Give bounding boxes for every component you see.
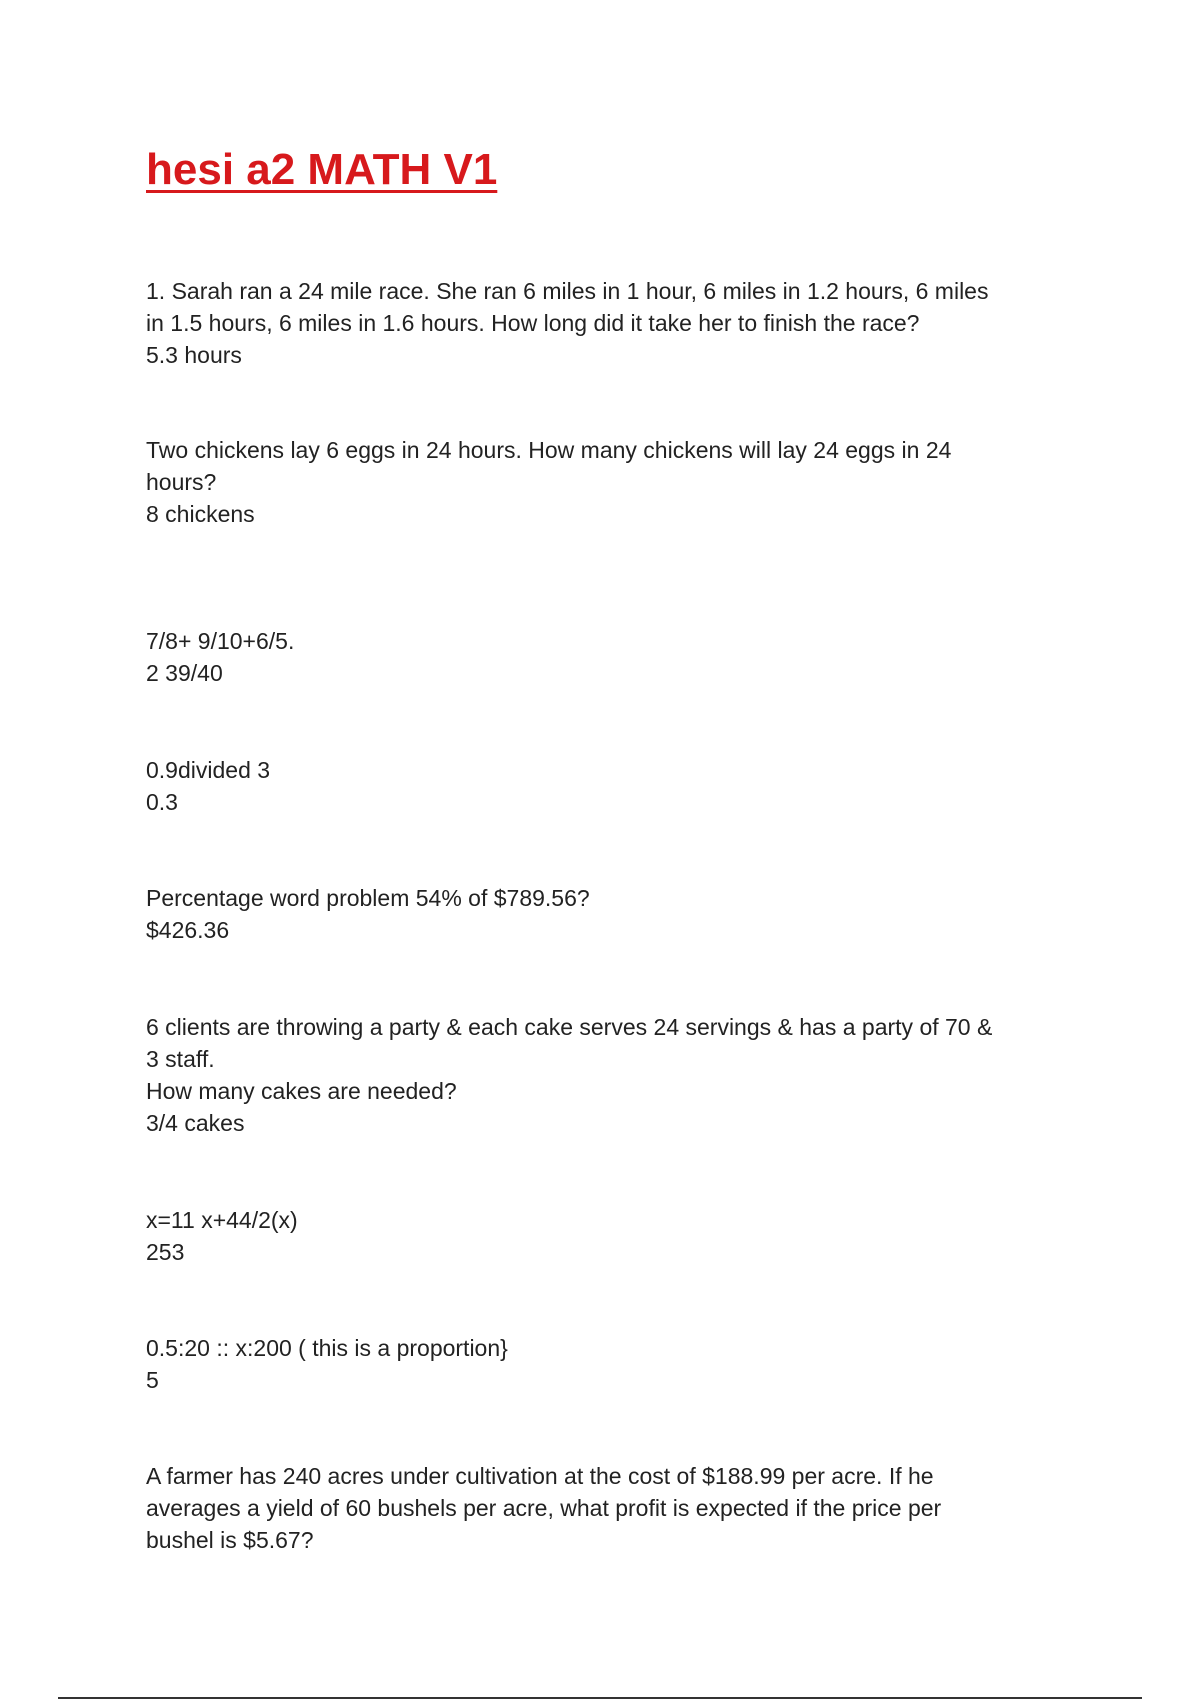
answer-text: 253 (146, 1239, 185, 1265)
page-title: hesi a2 MATH V1 (146, 145, 498, 194)
question-text-line: 1. Sarah ran a 24 mile race. She ran 6 miles in 1 hour, 6 miles in 1.2 hours, 6 miles (146, 278, 989, 304)
footer-divider (58, 1697, 1142, 1699)
answer-text: 8 chickens (146, 501, 255, 527)
question-text-line: 0.5:20 :: x:200 ( this is a proportion} (146, 1335, 508, 1361)
question-block-2 (146, 434, 1046, 530)
answer-text: 3/4 cakes (146, 1110, 245, 1136)
question-block-9 (146, 1460, 1046, 1556)
question-text-line: in 1.5 hours, 6 miles in 1.6 hours. How long did it take her to finish the race? (146, 310, 920, 336)
question-block-3 (146, 625, 1046, 689)
question-text-line: hours? (146, 469, 217, 495)
answer-text: $426.36 (146, 917, 230, 943)
question-text-line: A farmer has 240 acres under cultivation at the cost of $188.99 per acre. If he (146, 1463, 934, 1489)
question-block-8 (146, 1332, 1046, 1396)
answer-text: 0.3 (146, 789, 178, 815)
question-block-4 (146, 754, 1046, 818)
question-text-line: Percentage word problem 54% of $789.56? (146, 885, 590, 911)
question-text-line: 6 clients are throwing a party & each cake serves 24 servings & has a party of 70 & (146, 1014, 993, 1040)
question-text-line: x=11 x+44/2(x) (146, 1207, 298, 1233)
answer-text: 2 39/40 (146, 660, 223, 686)
answer-text: 5 (146, 1367, 159, 1393)
question-text-line: Two chickens lay 6 eggs in 24 hours. How many chickens will lay 24 eggs in 24 (146, 437, 952, 463)
question-text-line: bushel is $5.67? (146, 1527, 314, 1553)
question-text-line: How many cakes are needed? (146, 1078, 457, 1104)
question-block-7 (146, 1204, 1046, 1268)
question-block-5 (146, 882, 1046, 946)
question-text-line: 0.9divided 3 (146, 757, 271, 783)
question-text-line: 3 staff. (146, 1046, 215, 1072)
question-block-6 (146, 1011, 1046, 1139)
question-text-line: 7/8+ 9/10+6/5. (146, 628, 295, 654)
answer-text: 5.3 hours (146, 342, 242, 368)
question-block-1 (146, 275, 1046, 371)
question-text-line: averages a yield of 60 bushels per acre, what profit is expected if the price per (146, 1495, 942, 1521)
